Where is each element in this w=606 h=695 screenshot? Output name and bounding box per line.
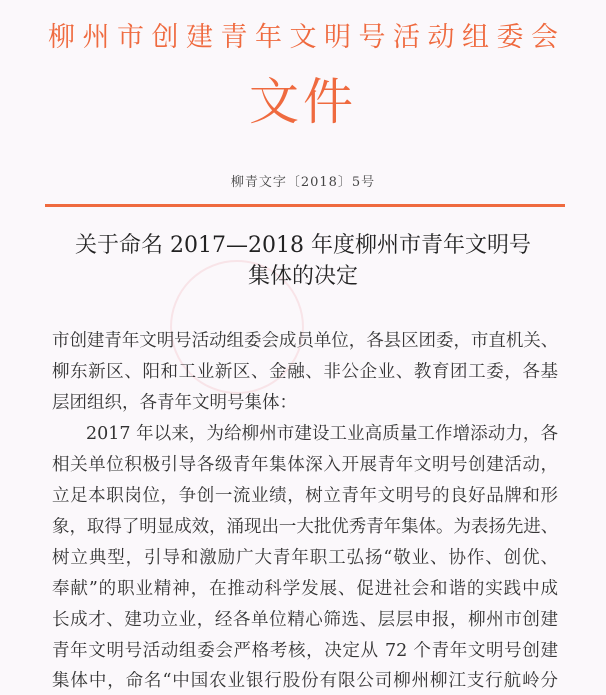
body-line: 相关单位积极引导各级青年集体深入开展青年文明号创建活动， — [52, 455, 558, 475]
body-line: 奉献”的职业精神，在推动科学发展、促进社会和谐的实践中成 — [52, 579, 558, 599]
body-line: 青年文明号活动组委会严格考核，决定从 72 个青年文明号创建 — [52, 641, 558, 661]
document-title-line-1: 关于命名 2017—2018 年度柳州市青年文明号 — [75, 233, 531, 258]
document-number: 柳青文字〔2018〕5号 — [230, 175, 376, 190]
body-line: 集体中，命名“中国农业银行股份有限公司柳州柳江支行航岭分 — [52, 671, 558, 691]
body-line: 长成才、建功立业，经各单位精心筛选、层层申报，柳州市创建 — [52, 610, 558, 630]
body-line: 树立典型，引导和激励广大青年职工弘扬“敬业、协作、创优、 — [52, 548, 558, 568]
document-type-heading: 文件 — [249, 73, 357, 131]
body-line: 柳东新区、阳和工业新区、金融、非公企业、教育团工委，各基 — [52, 362, 558, 382]
body-line: 2017 年以来，为给柳州市建设工业高质量工作增添动力，各 — [86, 424, 558, 444]
body-line: 象，取得了明显成效，涌现出一大批优秀青年集体。为表扬先进、 — [52, 517, 558, 537]
body-line: 立足本职岗位，争创一流业绩，树立青年文明号的良好品牌和形 — [52, 486, 558, 506]
issuer-header: 柳州市创建青年文明号活动组委会 — [48, 22, 558, 53]
document-title-line-2: 集体的决定 — [247, 264, 358, 289]
red-divider — [45, 204, 565, 207]
body-line: 层团组织，各青年文明号集体： — [52, 393, 297, 413]
body-line: 市创建青年文明号活动组委会成员单位，各县区团委，市直机关、 — [52, 331, 558, 351]
